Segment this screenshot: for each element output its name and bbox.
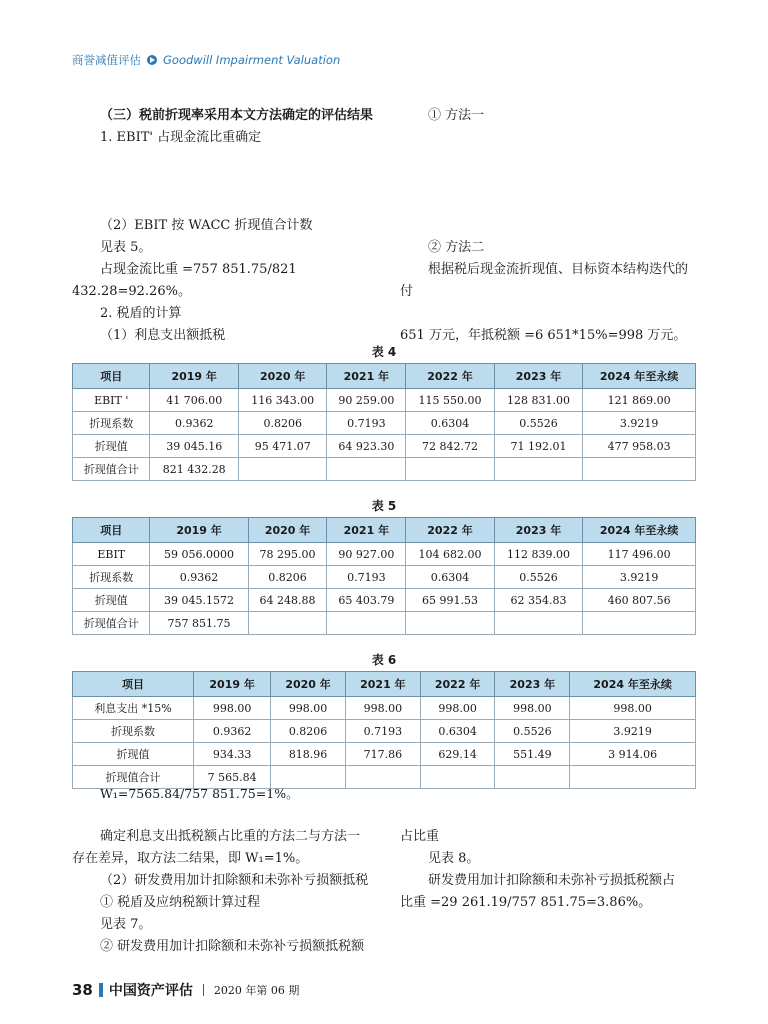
subheading: 1. EBIT' 占现金流比重确定 — [100, 130, 262, 145]
table-cell: 3.9219 — [570, 720, 696, 743]
table-row — [73, 412, 696, 435]
header-cn: 商誉减值评估 — [72, 53, 141, 67]
right-top-column — [400, 105, 700, 347]
table-cell: 41 706.00 — [150, 389, 239, 412]
table-cell: 0.7193 — [327, 566, 406, 589]
column-header: 项目 — [73, 364, 150, 389]
table-cell: 59 056.0000 — [150, 543, 248, 566]
row-label: EBIT ' — [73, 389, 150, 412]
table-cell — [583, 612, 696, 635]
table-header-row — [73, 672, 696, 697]
body-line: 见表 5。 — [100, 240, 152, 255]
left-bottom-column — [72, 826, 382, 958]
subheading: 2. 税盾的计算 — [100, 306, 182, 321]
right-bottom-column — [400, 826, 700, 914]
table-cell: 65 403.79 — [327, 589, 406, 612]
table-cell: 629.14 — [420, 743, 495, 766]
body-line: 存在差异，取方法二结果，即 W₁=1%。 — [72, 851, 309, 866]
table-cell: 64 248.88 — [248, 589, 327, 612]
table-row — [73, 612, 696, 635]
body-line: ② 研发费用加计扣除额和未弥补亏损额抵税额 — [100, 939, 365, 954]
left-top-column — [72, 105, 382, 347]
table-cell: 62 354.83 — [494, 589, 583, 612]
table-cell: 72 842.72 — [406, 435, 495, 458]
table-cell: 112 839.00 — [494, 543, 583, 566]
table-cell: 0.8206 — [248, 566, 327, 589]
table-cell — [406, 458, 495, 481]
column-header: 2024 年至永续 — [570, 672, 696, 697]
table-cell: 998.00 — [194, 697, 271, 720]
footer-divider — [203, 984, 204, 996]
table-cell: 998.00 — [495, 697, 570, 720]
body-line: 根据税后现金流折现值、目标资本结构迭代的付 — [400, 262, 689, 299]
body-line: （2）EBIT 按 WACC 折现值合计数 — [100, 218, 313, 233]
row-label: 折现值 — [73, 435, 150, 458]
table-cell: 39 045.1572 — [150, 589, 248, 612]
table-cell — [494, 458, 583, 481]
table-cell — [238, 458, 327, 481]
table-cell: 477 958.03 — [583, 435, 696, 458]
column-header: 2022 年 — [406, 364, 495, 389]
body-line: 见表 8。 — [428, 851, 480, 866]
arrow-bullet-icon — [147, 55, 157, 65]
table-cell: 934.33 — [194, 743, 271, 766]
method-two-label: ② 方法二 — [428, 240, 485, 255]
table-cell: 39 045.16 — [150, 435, 239, 458]
body-line: 651 万元，年抵税额 =6 651*15%=998 万元。 — [400, 328, 687, 343]
table-cell: 104 682.00 — [406, 543, 495, 566]
table-cell: 460 807.56 — [583, 589, 696, 612]
row-label: 折现值 — [73, 589, 150, 612]
table-cell: 0.9362 — [150, 566, 248, 589]
column-header: 项目 — [73, 518, 150, 543]
column-header: 2020 年 — [248, 518, 327, 543]
table-cell: 95 471.07 — [238, 435, 327, 458]
table-row — [73, 543, 696, 566]
table-cell: 78 295.00 — [248, 543, 327, 566]
table-cell: 90 259.00 — [327, 389, 406, 412]
issue-number: 2020 年第 06 期 — [213, 984, 300, 997]
header-en: Goodwill Impairment Valuation — [163, 53, 341, 67]
row-label: 折现系数 — [73, 720, 194, 743]
table-cell: 64 923.30 — [327, 435, 406, 458]
table-cell: 0.8206 — [238, 412, 327, 435]
table-cell: 551.49 — [495, 743, 570, 766]
table-cell: 998.00 — [345, 697, 420, 720]
table-5 — [72, 517, 696, 635]
table-cell — [495, 766, 570, 789]
body-line: 确定利息支出抵税额占比重的方法二与方法一 — [100, 829, 361, 844]
table-header-row — [73, 364, 696, 389]
table-cell — [570, 766, 696, 789]
column-header: 2023 年 — [494, 518, 583, 543]
footer-bar — [99, 983, 103, 997]
table-cell — [420, 766, 495, 789]
table-cell: 7 565.84 — [194, 766, 271, 789]
table-cell: 121 869.00 — [583, 389, 696, 412]
table-cell — [248, 612, 327, 635]
row-label: EBIT — [73, 543, 150, 566]
table-cell: 0.6304 — [420, 720, 495, 743]
table-cell: 998.00 — [271, 697, 346, 720]
column-header: 2020 年 — [271, 672, 346, 697]
table-cell: 117 496.00 — [583, 543, 696, 566]
table-row — [73, 589, 696, 612]
method-one-label: ① 方法一 — [428, 108, 485, 123]
table-cell: 116 343.00 — [238, 389, 327, 412]
column-header: 2019 年 — [150, 364, 239, 389]
table-row — [73, 458, 696, 481]
body-line: 见表 7。 — [100, 917, 152, 932]
table-row — [73, 389, 696, 412]
table-cell: 717.86 — [345, 743, 420, 766]
row-label: 折现系数 — [73, 412, 150, 435]
column-header: 2022 年 — [406, 518, 495, 543]
table-header-row — [73, 518, 696, 543]
row-label: 折现值合计 — [73, 612, 150, 635]
table-cell: 3 914.06 — [570, 743, 696, 766]
table-6 — [72, 671, 696, 789]
column-header: 2019 年 — [150, 518, 248, 543]
table-cell: 0.5526 — [494, 566, 583, 589]
table-cell — [583, 458, 696, 481]
section-heading: （三）税前折现率采用本文方法确定的评估结果 — [100, 108, 374, 123]
column-header: 项目 — [73, 672, 194, 697]
page-number: 38 — [72, 981, 93, 999]
table-cell: 71 192.01 — [494, 435, 583, 458]
body-line: （1）利息支出额抵税 — [100, 328, 226, 343]
table-cell: 0.6304 — [406, 412, 495, 435]
table-cell: 0.8206 — [271, 720, 346, 743]
table-cell: 90 927.00 — [327, 543, 406, 566]
column-header: 2021 年 — [327, 518, 406, 543]
column-header: 2020 年 — [238, 364, 327, 389]
table-cell — [327, 458, 406, 481]
table-cell — [327, 612, 406, 635]
table-cell — [406, 612, 495, 635]
column-header: 2021 年 — [345, 672, 420, 697]
table-cell: 0.5526 — [495, 720, 570, 743]
column-header: 2022 年 — [420, 672, 495, 697]
row-label: 折现系数 — [73, 566, 150, 589]
body-line: 占现金流比重 =757 851.75/821 432.28=92.26%。 — [72, 262, 297, 299]
table-cell: 821 432.28 — [150, 458, 239, 481]
table-cell: 0.9362 — [150, 412, 239, 435]
table6-caption: 表 6 — [371, 653, 397, 667]
table5-caption: 表 5 — [371, 499, 397, 513]
column-header: 2024 年至永续 — [583, 518, 696, 543]
column-header: 2021 年 — [327, 364, 406, 389]
page-footer — [72, 980, 299, 1000]
body-line: （2）研发费用加计扣除额和未弥补亏损额抵税 — [100, 873, 369, 888]
table-cell: 998.00 — [570, 697, 696, 720]
row-label: 折现值 — [73, 743, 194, 766]
table-cell — [494, 612, 583, 635]
table-cell: 128 831.00 — [494, 389, 583, 412]
row-label: 折现值合计 — [73, 458, 150, 481]
table-cell: 0.9362 — [194, 720, 271, 743]
journal-name: 中国资产评估 — [108, 983, 193, 999]
table-cell: 3.9219 — [583, 566, 696, 589]
table-row — [73, 720, 696, 743]
table-row — [73, 435, 696, 458]
table-cell: 0.5526 — [494, 412, 583, 435]
table-row — [73, 566, 696, 589]
body-line: 研发费用加计扣除额和未弥补亏损抵税额占 — [428, 873, 676, 888]
table-cell: 0.6304 — [406, 566, 495, 589]
table6-note: W₁=7565.84/757 851.75=1%。 — [100, 786, 299, 801]
table-row — [73, 697, 696, 720]
column-header: 2023 年 — [495, 672, 570, 697]
table-cell: 998.00 — [420, 697, 495, 720]
row-label: 利息支出 *15% — [73, 697, 194, 720]
table-cell: 0.7193 — [327, 412, 406, 435]
column-header: 2024 年至永续 — [583, 364, 696, 389]
column-header: 2023 年 — [494, 364, 583, 389]
table-cell: 115 550.00 — [406, 389, 495, 412]
table-cell: 3.9219 — [583, 412, 696, 435]
table-cell: 0.7193 — [345, 720, 420, 743]
row-label: 折现值合计 — [73, 766, 194, 789]
column-header: 2019 年 — [194, 672, 271, 697]
table-row — [73, 743, 696, 766]
body-line: 比重 =29 261.19/757 851.75=3.86%。 — [400, 895, 652, 910]
table4-caption: 表 4 — [371, 345, 397, 359]
table-cell: 757 851.75 — [150, 612, 248, 635]
running-header — [72, 52, 340, 68]
table-cell: 818.96 — [271, 743, 346, 766]
table-cell: 65 991.53 — [406, 589, 495, 612]
table-4 — [72, 363, 696, 481]
body-line: ① 税盾及应纳税额计算过程 — [100, 895, 261, 910]
body-line: 占比重 — [400, 829, 440, 844]
